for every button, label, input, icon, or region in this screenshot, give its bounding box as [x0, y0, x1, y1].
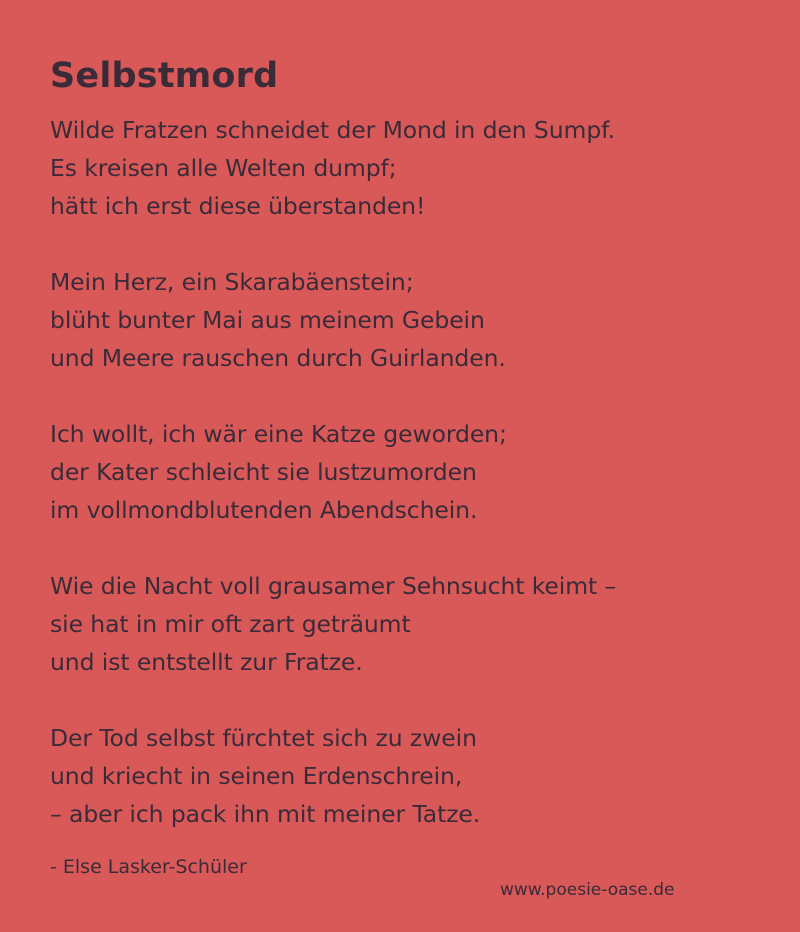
stanza-4 — [50, 567, 770, 681]
poem-line: und ist entstellt zur Fratze. — [50, 648, 363, 676]
poem-line: Der Tod selbst fürchtet sich zu zwein — [50, 724, 477, 752]
stanza-2 — [50, 263, 770, 377]
poem-line: blüht bunter Mai aus meinem Gebein — [50, 306, 485, 334]
stanza-5 — [50, 719, 770, 833]
poem-body — [50, 111, 770, 871]
poem-line: und kriecht in seinen Erdenschrein, — [50, 762, 463, 790]
stanza-3 — [50, 415, 770, 529]
poem-line: Ich wollt, ich wär eine Katze geworden; — [50, 420, 507, 448]
poem-line: hätt ich erst diese überstanden! — [50, 192, 426, 220]
poem-line: Wilde Fratzen schneidet der Mond in den Sumpf. — [50, 116, 615, 144]
poem-line: sie hat in mir oft zart geträumt — [50, 610, 411, 638]
poem-line: Wie die Nacht voll grausamer Sehnsucht keimt – — [50, 572, 617, 600]
poem-title: Selbstmord — [50, 56, 279, 96]
website-url: www.poesie-oase.de — [500, 880, 675, 900]
poem-line: der Kater schleicht sie lustzumorden — [50, 458, 477, 486]
poem-line: im vollmondblutenden Abendschein. — [50, 496, 478, 524]
poem-line: – aber ich pack ihn mit meiner Tatze. — [50, 800, 481, 828]
stanza-1 — [50, 111, 770, 225]
poem-author: - Else Lasker-Schüler — [50, 856, 247, 878]
poem-line: Mein Herz, ein Skarabäenstein; — [50, 268, 414, 296]
poem-line: Es kreisen alle Welten dumpf; — [50, 154, 397, 182]
poem-line: und Meere rauschen durch Guirlanden. — [50, 344, 506, 372]
